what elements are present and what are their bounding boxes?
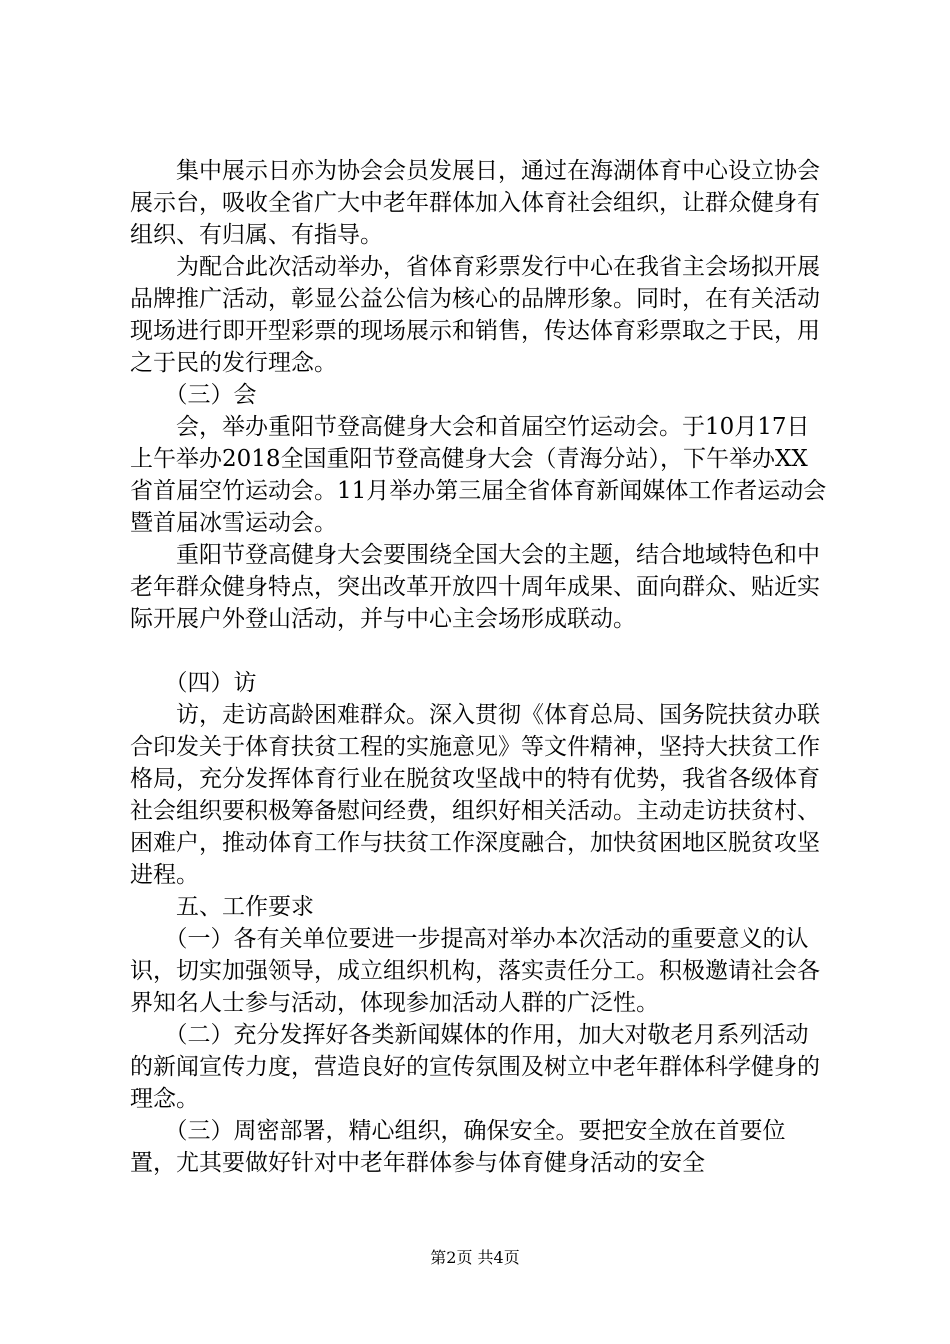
requirement-2: （二）充分发挥好各类新闻媒体的作用，加大对敬老月系列活动的新闻宣传力度，营造良好的宣传氛围及树立中老年群体科学健身的理念。 bbox=[130, 1022, 820, 1112]
page-footer: 第2页 共4页 bbox=[430, 1248, 520, 1267]
document-body bbox=[130, 155, 830, 1179]
paragraph-4: 重阳节登高健身大会要围绕全国大会的主题，结合地域特色和中老年群众健身特点，突出改革开放四十周年成果、面向群众、贴近实际开展户外登山活动，并与中心主会场形成联动。 bbox=[130, 542, 820, 632]
paragraph-2: 为配合此次活动举办，省体育彩票发行中心在我省主会场拟开展品牌推广活动，彰显公益公信为核心的品牌形象。同时，在有关活动现场进行即开型彩票的现场展示和销售，传达体育彩票取之于民，用之于民的发行理念。 bbox=[130, 254, 820, 376]
section-heading-3: （三）会 bbox=[130, 382, 257, 408]
section-heading-5: 五、工作要求 bbox=[130, 894, 314, 920]
paragraph-5: 访，走访高龄困难群众。深入贯彻《体育总局、国务院扶贫办联合印发关于体育扶贫工程的实施意见》等文件精神，坚持大扶贫工作格局，充分发挥体育行业在脱贫攻坚战中的特有优势，我省各级体育社会组织要积极筹备慰问经费，组织好相关活动。主动走访扶贫村、困难户，推动体育工作与扶贫工作深度融合，加快贫困地区脱贫攻坚进程。 bbox=[130, 702, 820, 888]
paragraph-gap bbox=[130, 635, 830, 667]
paragraph-3: 会，举办重阳节登高健身大会和首届空竹运动会。于10月17日上午举办2018全国重阳节登高健身大会（青海分站），下午举办XX省首届空竹运动会。11月举办第三届全省体育新闻媒体工作者运动会暨首届冰雪运动会。 bbox=[130, 414, 827, 536]
section-heading-4: （四）访 bbox=[130, 670, 257, 696]
requirement-1: （一）各有关单位要进一步提高对举办本次活动的重要意义的认识，切实加强领导，成立组织机构，落实责任分工。积极邀请社会各界知名人士参与活动，体现参加活动人群的广泛性。 bbox=[130, 926, 820, 1016]
requirement-3: （三）周密部署，精心组织，确保安全。要把安全放在首要位置，尤其要做好针对中老年群体参与体育健身活动的安全 bbox=[130, 1118, 786, 1176]
paragraph-1: 集中展示日亦为协会会员发展日，通过在海湖体育中心设立协会展示台，吸收全省广大中老年群体加入体育社会组织，让群众健身有组织、有归属、有指导。 bbox=[130, 158, 820, 248]
